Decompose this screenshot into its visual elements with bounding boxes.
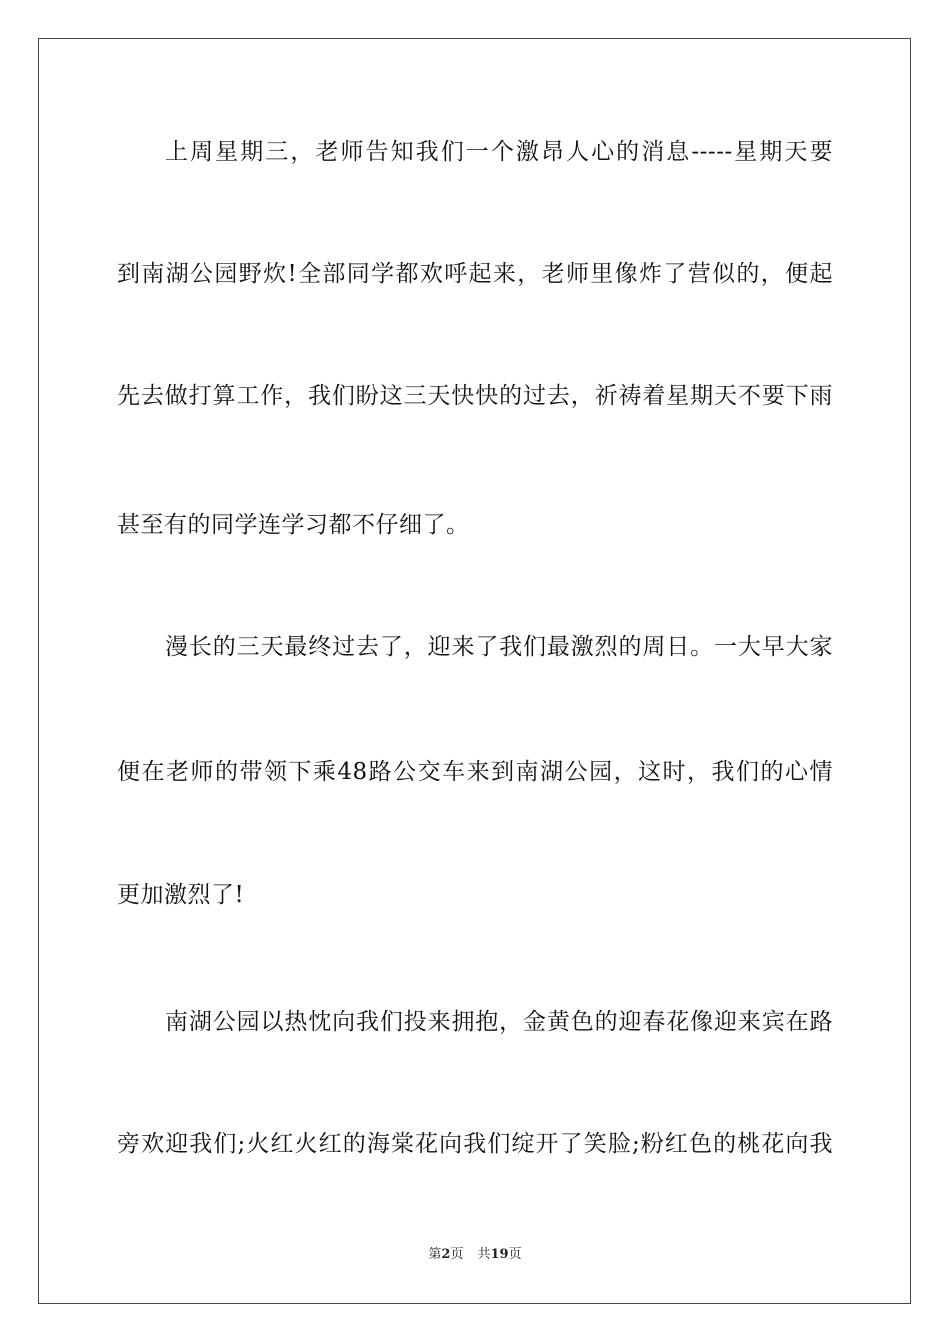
paragraph-1-line-4: 甚至有的同学连学习都不仔细了。	[117, 512, 470, 538]
paragraph-1-line-2: 到南湖公园野炊!全部同学都欢呼起来，老师里像炸了营似的，便起	[117, 261, 833, 287]
paragraph-1-line-1: 上周星期三，老师告知我们一个激昂人心的消息-----星期天要	[165, 139, 833, 165]
paragraph-3-line-1: 南湖公园以热忱向我们投来拥抱，金黄色的迎春花像迎来宾在路	[165, 1009, 833, 1035]
paragraph-2-line-3: 更加激烈了!	[117, 882, 245, 908]
total-prefix: 共	[477, 1247, 491, 1262]
page-prefix: 第	[428, 1247, 442, 1262]
total-pages: 19	[490, 1247, 509, 1262]
paragraph-2-line-2: 便在老师的带领下乘48路公交车来到南湖公园，这时，我们的心情	[117, 759, 833, 785]
paragraph-3-line-2: 旁欢迎我们;火红火红的海棠花向我们绽开了笑脸;粉红色的桃花向我	[117, 1131, 833, 1157]
page-number: 2	[441, 1247, 451, 1262]
total-suffix: 页	[508, 1247, 522, 1262]
page-border	[38, 38, 911, 1304]
paragraph-1-line-3: 先去做打算工作，我们盼这三天快快的过去，祈祷着星期天不要下雨	[117, 383, 833, 409]
page-suffix: 页	[450, 1247, 464, 1262]
page-footer	[0, 1246, 950, 1264]
paragraph-2-line-1: 漫长的三天最终过去了，迎来了我们最激烈的周日。一大早大家	[165, 634, 833, 660]
